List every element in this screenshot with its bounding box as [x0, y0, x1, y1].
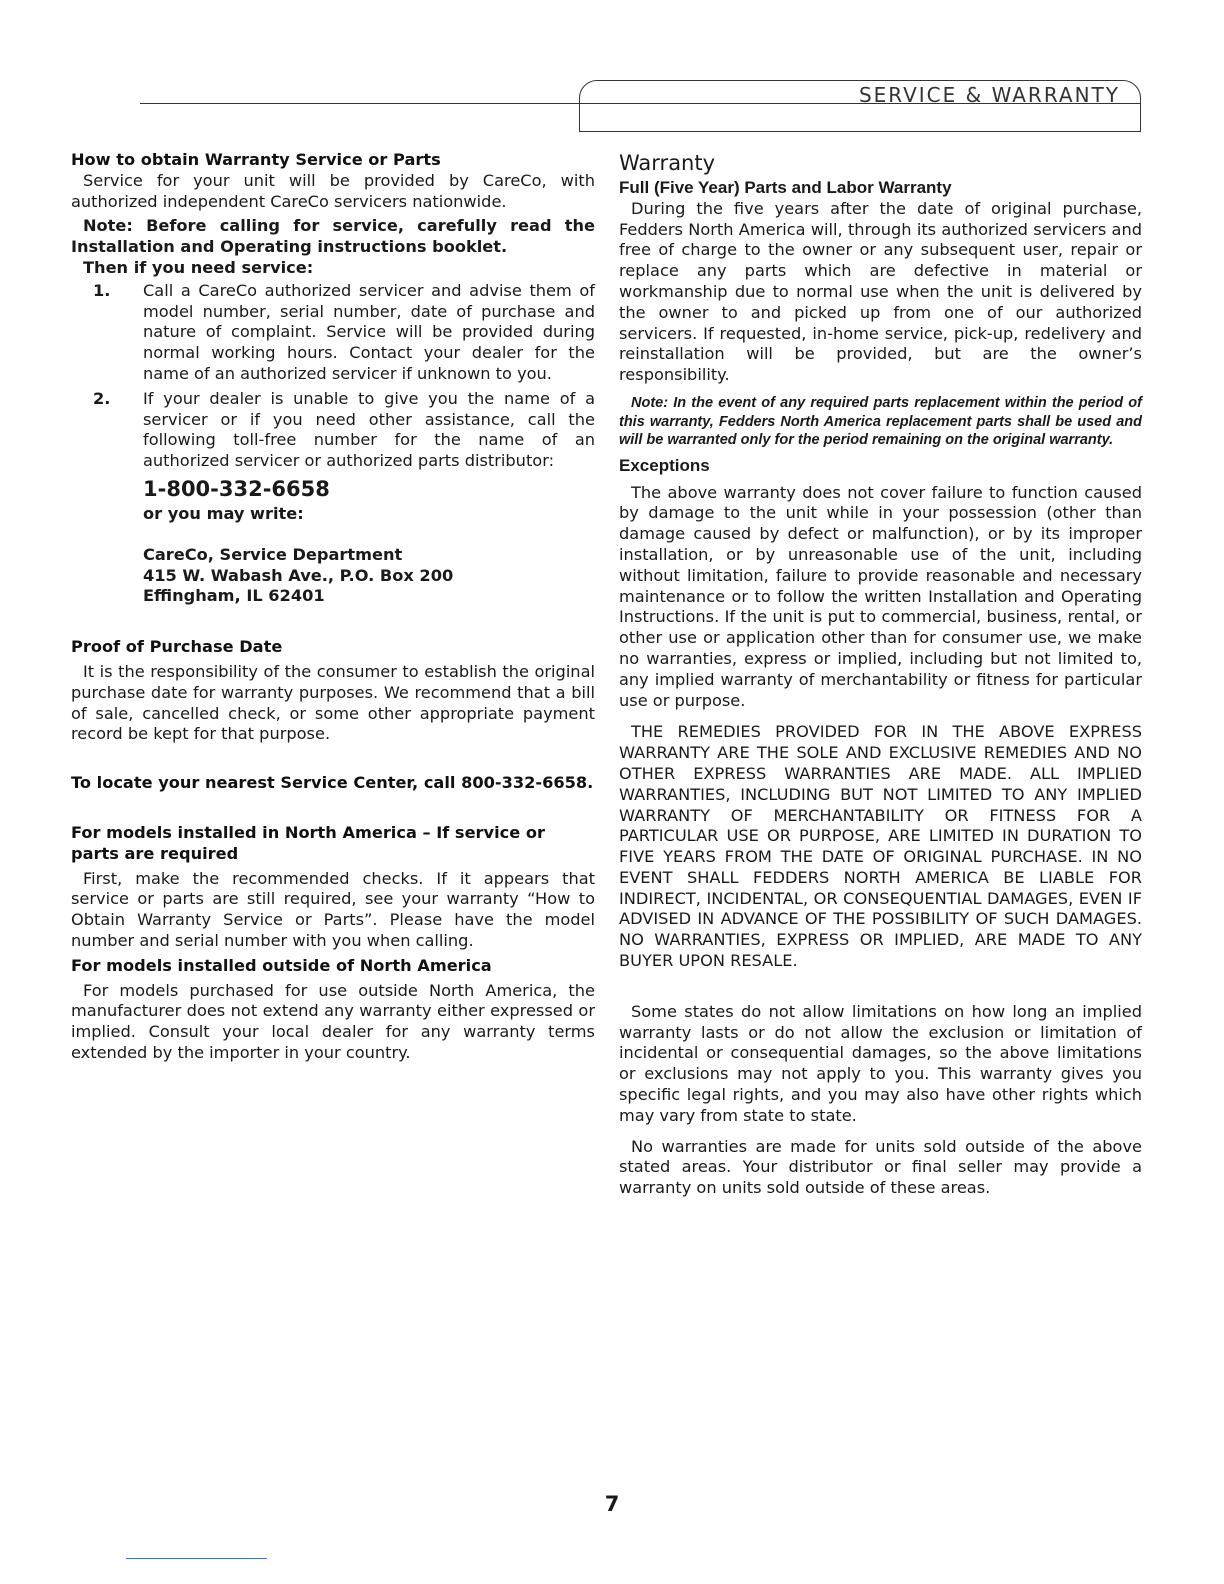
north-america-heading: For models installed in North America – If service or parts are required: [71, 822, 545, 863]
north-america-text: First, make the recommended checks. If it appears that service or parts are still required, see your warranty “How to Obtain Warranty Service or Parts”. Please have the model number and serial number with you when calling.: [71, 868, 595, 950]
obtain-text: Service for your unit will be provided by CareCo, with authorized independent CareCo servicers nationwide.: [71, 170, 595, 211]
step-text: If your dealer is unable to give you the name of a servicer or if you need other assistance, call the following toll-free number for the name of an authorized servicer or authorized parts distributor:: [143, 388, 595, 471]
outside-areas-text: No warranties are made for units sold outside of the above stated areas. Your distributor or final seller may provide a warranty on units sold outside of these areas.: [619, 1136, 1142, 1198]
proof-text: It is the responsibility of the consumer to establish the original purchase date for warranty purposes. We recommend that a bill of sale, cancelled check, or some other appropriate payment record be kept for that purpose.: [71, 661, 595, 744]
step-number: 1.: [93, 280, 111, 300]
address-line: Effingham, IL 62401: [143, 586, 325, 606]
step-text: Call a CareCo authorized servicer and advise them of model number, serial number, date of purchase and nature of complaint. Service will be provided during normal working hours. Contact your dealer for the name of an authorized servicer if unknown to you.: [143, 280, 595, 383]
list-item: [71, 389, 595, 472]
outside-heading: For models installed outside of North America: [71, 955, 492, 975]
full-warranty-heading: Full (Five Year) Parts and Labor Warranty: [619, 178, 952, 197]
full-warranty-text: During the five years after the date of original purchase, Fedders North America will, through its authorized servicers and free of charge to the owner or any subsequent user, repair or replace any parts which are defective in material or workmanship due to normal use when the unit is delivered by the owner to and picked up from one of our authorized servicers. If requested, in-home service, pick-up, redelivery and reinstallation will be provided, but are the owner’s responsibility.: [619, 198, 1142, 385]
step-number: 2.: [93, 388, 111, 408]
then-text: Then if you need service:: [83, 257, 314, 277]
exceptions-text: The above warranty does not cover failure to function caused by damage to the unit while in your possession (other than damage caused by defect or malfunction), or by its improper installation, or by unreasonable use of the unit, including without limitation, failure to provide reasonable and necessary maintenance or to follow the written Installation and Operating Instructions. If the unit is put to commercial, business, rental, or other use or application other than for consumer use, we make no warranties, express or implied, including but not limited to, any implied warranty of merchantability or fitness for particular use or purpose.: [619, 482, 1142, 710]
service-steps: [71, 281, 595, 472]
page-number: 7: [604, 1492, 620, 1516]
footer-rule: [126, 1558, 267, 1559]
states-text: Some states do not allow limitations on how long an implied warranty lasts or do not allow the exclusion or limitation of incidental or consequential damages, so the above limitations or exclusions may not apply to you. This warranty gives you specific legal rights, and you may also have other rights which may vary from state to state.: [619, 1001, 1142, 1125]
proof-heading: Proof of Purchase Date: [71, 637, 283, 657]
right-column: [619, 150, 1142, 1199]
warranty-title: Warranty: [619, 151, 716, 175]
list-item: [71, 281, 595, 385]
left-column: [71, 150, 595, 1064]
locate-text: To locate your nearest Service Center, call 800-332-6658.: [71, 773, 594, 793]
address-line: CareCo, Service Department: [143, 544, 403, 564]
phone-number: 1-800-332-6658: [143, 476, 330, 501]
header-rule: [140, 103, 580, 104]
remedies-text: THE REMEDIES PROVIDED FOR IN THE ABOVE EXPRESS WARRANTY ARE THE SOLE AND EXCLUSIVE REMEDIES AND NO OTHER EXPRESS WARRANTIES ARE MADE. ALL IMPLIED WARRANTIES, INCLUDING BUT NOT LIMITED TO ANY IMPLIED WARRANTY OF MERCHANTABILITY OR FITNESS FOR A PARTICULAR USE OR PURPOSE, ARE LIMITED IN DURATION TO FIVE YEARS FROM THE DATE OF ORIGINAL PURCHASE. IN NO EVENT SHALL FEDDERS NORTH AMERICA BE LIABLE FOR INDIRECT, INCIDENTAL, OR CONSEQUENTIAL DAMAGES, EVEN IF ADVISED IN ADVANCE OF THE POSSIBILITY OF SUCH DAMAGES. NO WARRANTIES, EXPRESS OR IMPLIED, ARE MADE TO ANY BUYER UPON RESALE.: [619, 722, 1142, 971]
outside-text: For models purchased for use outside North America, the manufacturer does not extend any warranty either expressed or implied. Consult your local dealer for any warranty terms extended by the importer in your country.: [71, 980, 595, 1062]
parts-note: Note: In the event of any required parts replacement within the period of this warranty, Fedders North America replacement parts shall be used and will be warranted only for the period remaining on the original warranty.: [619, 394, 1142, 449]
address-line: 415 W. Wabash Ave., P.O. Box 200: [143, 565, 454, 585]
exceptions-heading: Exceptions: [619, 455, 710, 475]
or-write: or you may write:: [143, 503, 304, 523]
obtain-heading: How to obtain Warranty Service or Parts: [71, 150, 441, 169]
section-title: SERVICE & WARRANTY: [858, 83, 1120, 107]
note-text: Note: Before calling for service, carefully read the Installation and Operating instructions booklet.: [71, 216, 595, 257]
